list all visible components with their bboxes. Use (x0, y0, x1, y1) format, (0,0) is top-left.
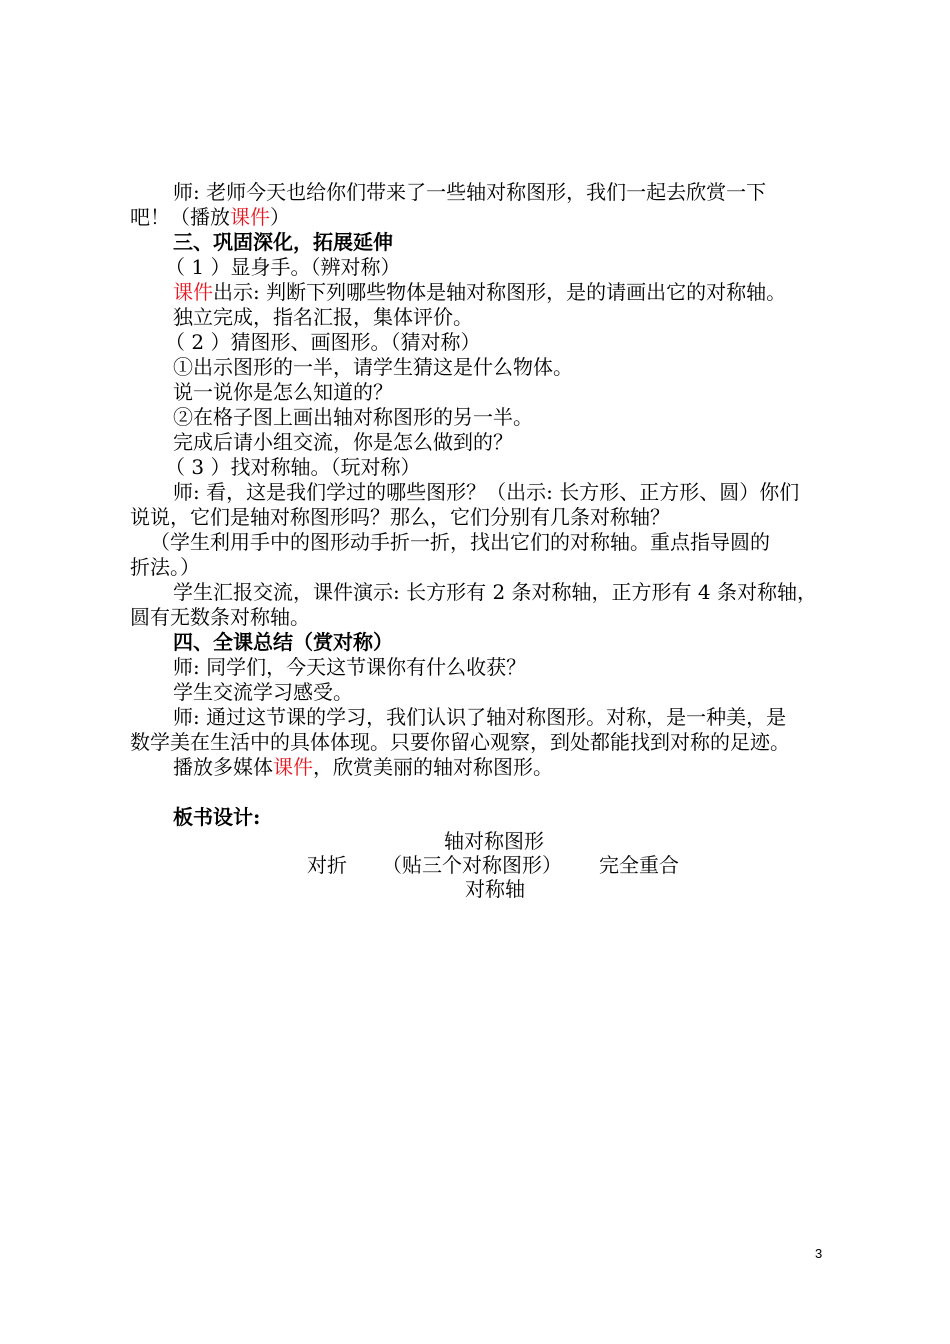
text-run: 出示: 判断下列哪些物体是轴对称图形，是的请画出它的对称轴。 (213, 280, 787, 304)
paragraph-show-half: ①出示图形的一半，请学生猜这是什么物体。 (173, 355, 573, 379)
subsection-2: （ 2 ）猜图形、画图形。（猜对称） (165, 330, 481, 354)
highlight-courseware: 课件 (173, 280, 213, 304)
subsection-1: （ 1 ）显身手。（辨对称） (165, 255, 401, 279)
board-bottom-label: 对称轴 (465, 877, 525, 901)
paragraph-share: 学生交流学习感受。 (173, 680, 353, 704)
paragraph-fold-line1: （学生利用手中的图形动手折一折，找出它们的对称轴。重点指导圆的 (150, 530, 770, 554)
text-run: ） (270, 205, 290, 229)
paragraph-summary-line1: 师: 通过这节课的学习，我们认识了轴对称图形。对称，是一种美，是 (173, 705, 787, 729)
paragraph-group-discuss: 完成后请小组交流，你是怎么做到的？ (173, 430, 513, 454)
section-heading-3: 三、巩固深化，拓展延伸 (173, 230, 393, 254)
board-title: 轴对称图形 (444, 829, 544, 853)
paragraph-report-line2: 圆有无数条对称轴。 (130, 605, 310, 629)
paragraph-teacher-appreciate-line2 (130, 205, 290, 230)
board-right-label: 完全重合 (599, 853, 679, 877)
paragraph-summary-line2: 数学美在生活中的具体体现。只要你留心观察，到处都能找到对称的足迹。 (130, 730, 790, 754)
paragraph-courseware-show (173, 280, 786, 305)
page-number: 3 (815, 1246, 823, 1261)
paragraph-how-know: 说一说你是怎么知道的？ (173, 380, 393, 404)
text-run: 吧！（播放 (130, 205, 230, 229)
text-run: 师: 老师今天也给你们带来了一些轴对称图形，我们一起去欣赏一下 (173, 180, 767, 204)
paragraph-shapes-line2: 说说，它们是轴对称图形吗？那么，它们分别有几条对称轴？ (130, 505, 670, 529)
paragraph-play-media (173, 755, 553, 780)
text-run: ，欣赏美丽的轴对称图形。 (313, 755, 553, 779)
subsection-3: （ 3 ）找对称轴。（玩对称） (165, 455, 421, 479)
board-design-heading: 板书设计: (173, 805, 261, 829)
paragraph-shapes-line1: 师: 看，这是我们学过的哪些图形？（出示: 长方形、正方形、圆）你们 (173, 480, 800, 504)
section-heading-4: 四、全课总结（赏对称） (173, 630, 393, 654)
highlight-courseware: 课件 (230, 205, 270, 229)
paragraph-harvest: 师: 同学们，今天这节课你有什么收获？ (173, 655, 527, 679)
text-run: 播放多媒体 (173, 755, 273, 779)
board-left-label: 对折 (307, 853, 347, 877)
highlight-courseware: 课件 (273, 755, 313, 779)
paragraph-independent: 独立完成，指名汇报，集体评价。 (173, 305, 473, 329)
paragraph-draw-half: ②在格子图上画出轴对称图形的另一半。 (173, 405, 533, 429)
paragraph-fold-line2: 折法。） (130, 555, 200, 579)
board-middle-label: （贴三个对称图形） (382, 853, 562, 877)
paragraph-report-line1: 学生汇报交流，课件演示: 长方形有 2 条对称轴，正方形有 4 条对称轴， (173, 580, 817, 604)
paragraph-teacher-appreciate-line1 (173, 180, 766, 205)
